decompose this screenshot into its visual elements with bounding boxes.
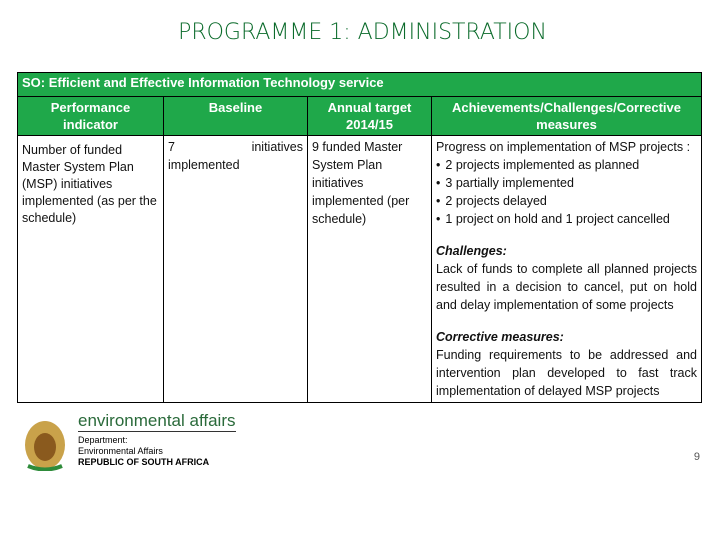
corrective-heading: Corrective measures:	[436, 330, 564, 344]
footer	[20, 411, 700, 473]
coat-of-arms-icon	[20, 411, 70, 471]
header-baseline: Baseline	[164, 97, 308, 136]
baseline-cell: 7 initiatives implemented	[164, 136, 308, 403]
indicator-cell: Number of funded Master System Plan (MSP) initiatives implemented (as per the schedule)	[18, 136, 164, 403]
strategic-objective: SO: Efficient and Effective Information Technology service	[18, 73, 702, 97]
page-number: 9	[693, 451, 700, 463]
department-logo	[20, 411, 240, 471]
list-item: • 2 projects delayed	[436, 192, 697, 210]
logo-line: REPUBLIC OF SOUTH AFRICA	[78, 457, 210, 467]
list-item: • 1 project on hold and 1 project cancelled	[436, 210, 697, 228]
brand-text: environmental affairs	[78, 411, 236, 430]
progress-list	[436, 156, 697, 228]
page-title: PROGRAMME 1: ADMINISTRATION	[178, 20, 547, 45]
progress-text: Progress on implementation of MSP projects :	[436, 140, 691, 154]
table-row	[18, 136, 702, 403]
logo-line: Environmental Affairs	[78, 446, 163, 456]
challenges-heading: Challenges:	[436, 244, 507, 258]
header-target: Annual target 2014/15	[308, 97, 432, 136]
corrective-text: Funding requirements to be addressed and intervention plan developed to fast track implementation of delayed MSP projects	[436, 348, 697, 398]
header-indicator: Performance indicator	[18, 97, 164, 136]
header-achievements: Achievements/Challenges/Corrective measures	[432, 97, 702, 136]
logo-line: Department:	[78, 435, 128, 445]
challenges-text: Lack of funds to complete all planned projects resulted in a decision to cancel, put on hold and delay implementation of some projects	[436, 262, 697, 312]
list-item: • 3 partially implemented	[436, 174, 697, 192]
programme-table	[17, 72, 702, 403]
achievements-cell	[432, 136, 702, 403]
target-cell: 9 funded Master System Plan initiatives implemented (per schedule)	[308, 136, 432, 403]
list-item: • 2 projects implemented as planned	[436, 156, 697, 174]
